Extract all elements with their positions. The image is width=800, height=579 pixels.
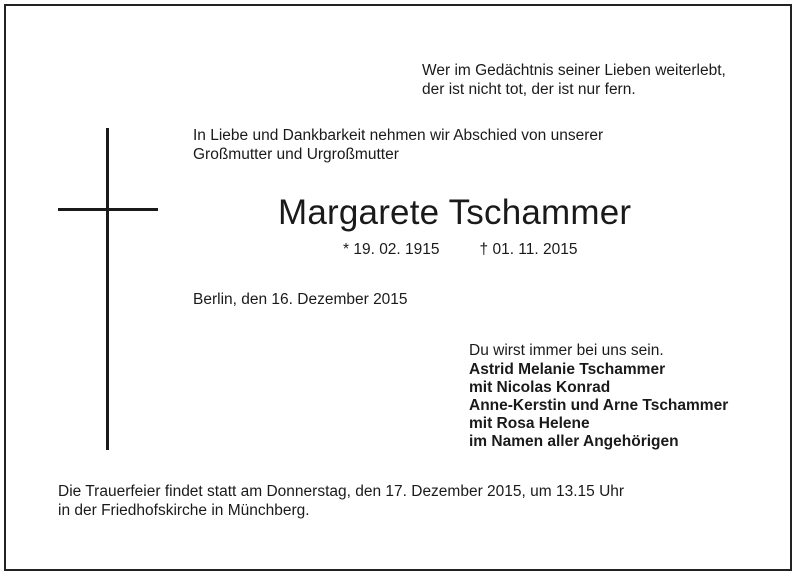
- intro-line-1: In Liebe und Dankbarkeit nehmen wir Abschied von unserer: [193, 127, 604, 144]
- funeral-line-2: in der Friedhofskirche in Münchberg.: [58, 502, 310, 519]
- signer-line: Astrid Melanie Tschammer: [469, 361, 666, 378]
- quote-line-2: der ist nicht tot, der ist nur fern.: [422, 81, 636, 98]
- place-and-date: Berlin, den 16. Dezember 2015: [193, 291, 408, 308]
- signer-line: mit Rosa Helene: [469, 415, 590, 432]
- signer-line: mit Nicolas Konrad: [469, 379, 611, 396]
- death-date: † 01. 11. 2015: [479, 241, 578, 258]
- intro-line-2: Großmutter und Urgroßmutter: [193, 146, 399, 163]
- signer-line: Anne-Kerstin und Arne Tschammer: [469, 397, 729, 414]
- life-dates: [343, 240, 578, 259]
- closing-line: Du wirst immer bei uns sein.: [469, 342, 664, 359]
- intro-text: [193, 126, 603, 164]
- birth-date: * 19. 02. 1915: [343, 241, 440, 258]
- funeral-details: [58, 482, 624, 520]
- quote-line-1: Wer im Gedächtnis seiner Lieben weiterlebt,: [422, 62, 726, 79]
- signer-line: im Namen aller Angehörigen: [469, 433, 679, 450]
- memorial-quote: [422, 61, 726, 99]
- signers-list: [469, 361, 728, 451]
- cross-icon-vertical-bar: [106, 128, 109, 450]
- funeral-line-1: Die Trauerfeier findet statt am Donnerstag, den 17. Dezember 2015, um 13.15 Uhr: [58, 483, 625, 500]
- cross-icon-horizontal-bar: [58, 208, 158, 211]
- deceased-name: Margarete Tschammer: [278, 193, 632, 232]
